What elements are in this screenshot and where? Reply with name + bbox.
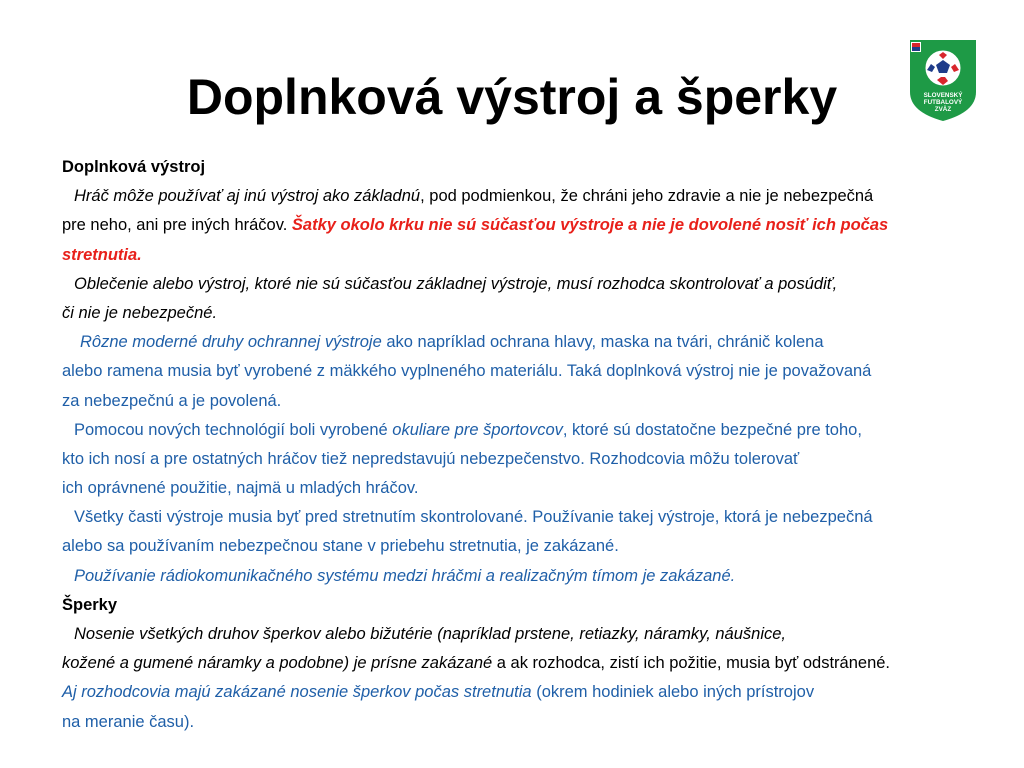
paragraph-line <box>62 182 982 211</box>
paragraph-line: Oblečenie alebo výstroj, ktoré nie sú súčasťou základnej výstroje, musí rozhodca skontrolovať a posúdiť, <box>74 274 838 293</box>
body-text: a ak rozhodca, zistí ich požitie, musia byť odstránené. <box>492 654 891 673</box>
paragraph-line: Nosenie všetkých druhov šperkov alebo bižutérie (napríklad prstene, retiazky, náramky, náušnice, <box>74 625 786 643</box>
section-heading-equipment: Doplnková výstroj <box>62 158 206 176</box>
sfz-shield-logo-icon <box>907 38 979 122</box>
paragraph-line <box>62 211 982 240</box>
logo-line-1: SLOVENSKÝ <box>923 92 963 99</box>
emphasis-text: Aj rozhodcovia majú zakázané nosenie šperkov počas stretnutia <box>62 683 532 702</box>
body-text: , ktoré sú dostatočne bezpečné pre toho, <box>562 420 862 439</box>
paragraph-line: Používanie rádiokomunikačného systému medzi hráčmi a realizačným tímom je zakázané. <box>74 566 736 585</box>
paragraph-line: alebo sa používaním nebezpečnou stane v priebehu stretnutia, je zakázané. <box>62 537 619 556</box>
warning-text: stretnutia. <box>62 245 142 264</box>
body-text: Pomocou nových technológií boli vyrobené <box>74 420 393 439</box>
slide-title: Doplnková výstroj a šperky <box>186 69 838 125</box>
emphasis-text: kožené a gumené náramky a podobne) je prísne zakázané <box>62 654 493 673</box>
logo-line-2: FUTBALOVÝ <box>923 99 963 106</box>
section-heading-jewelry: Šperky <box>62 595 118 614</box>
paragraph-line: za nebezpečnú a je povolená. <box>62 391 282 410</box>
paragraph-line <box>62 328 982 357</box>
paragraph-line: Všetky časti výstroje musia byť pred stretnutím skontrolované. Používanie takej výstroje, ktorá je nebezpečná <box>74 508 873 527</box>
emphasis-text: Rôzne moderné druhy ochrannej výstroje <box>80 333 382 352</box>
paragraph-line: alebo ramena musia byť vyrobené z mäkkého vyplneného materiálu. Taká doplnková výstroj nie je považovaná <box>62 362 872 381</box>
paragraph-line: na meranie času). <box>62 712 195 731</box>
paragraph-line: či nie je nebezpečné. <box>62 303 218 322</box>
paragraph-line: kto ich nosí a pre ostatných hráčov tiež nepredstavujú nebezpečenstvo. Rozhodcovia môžu tolerovať <box>62 449 800 468</box>
emphasis-text: Hráč môže používať aj inú výstroj ako základnú <box>74 187 421 206</box>
body-text: pre neho, ani pre iných hráčov. <box>62 216 292 235</box>
body-text: , pod podmienkou, že chráni jeho zdravie a nie je nebezpečná <box>420 187 874 206</box>
warning-text: Šatky okolo krku nie sú súčasťou výstroje a nie je dovolené nosiť ich počas <box>291 216 889 235</box>
paragraph-line <box>62 416 982 445</box>
emphasis-text: okuliare pre športovcov <box>392 420 563 439</box>
paragraph-line <box>62 678 982 707</box>
paragraph-line <box>62 649 982 678</box>
logo-line-3: ZVÄZ <box>934 106 952 113</box>
body-text: (okrem hodiniek alebo iných prístrojov <box>531 683 815 702</box>
paragraph-line: ich oprávnené použitie, najmä u mladých hráčov. <box>62 479 419 498</box>
body-text: ako napríklad ochrana hlavy, maska na tvári, chránič kolena <box>381 333 824 352</box>
slide-body <box>62 153 982 737</box>
